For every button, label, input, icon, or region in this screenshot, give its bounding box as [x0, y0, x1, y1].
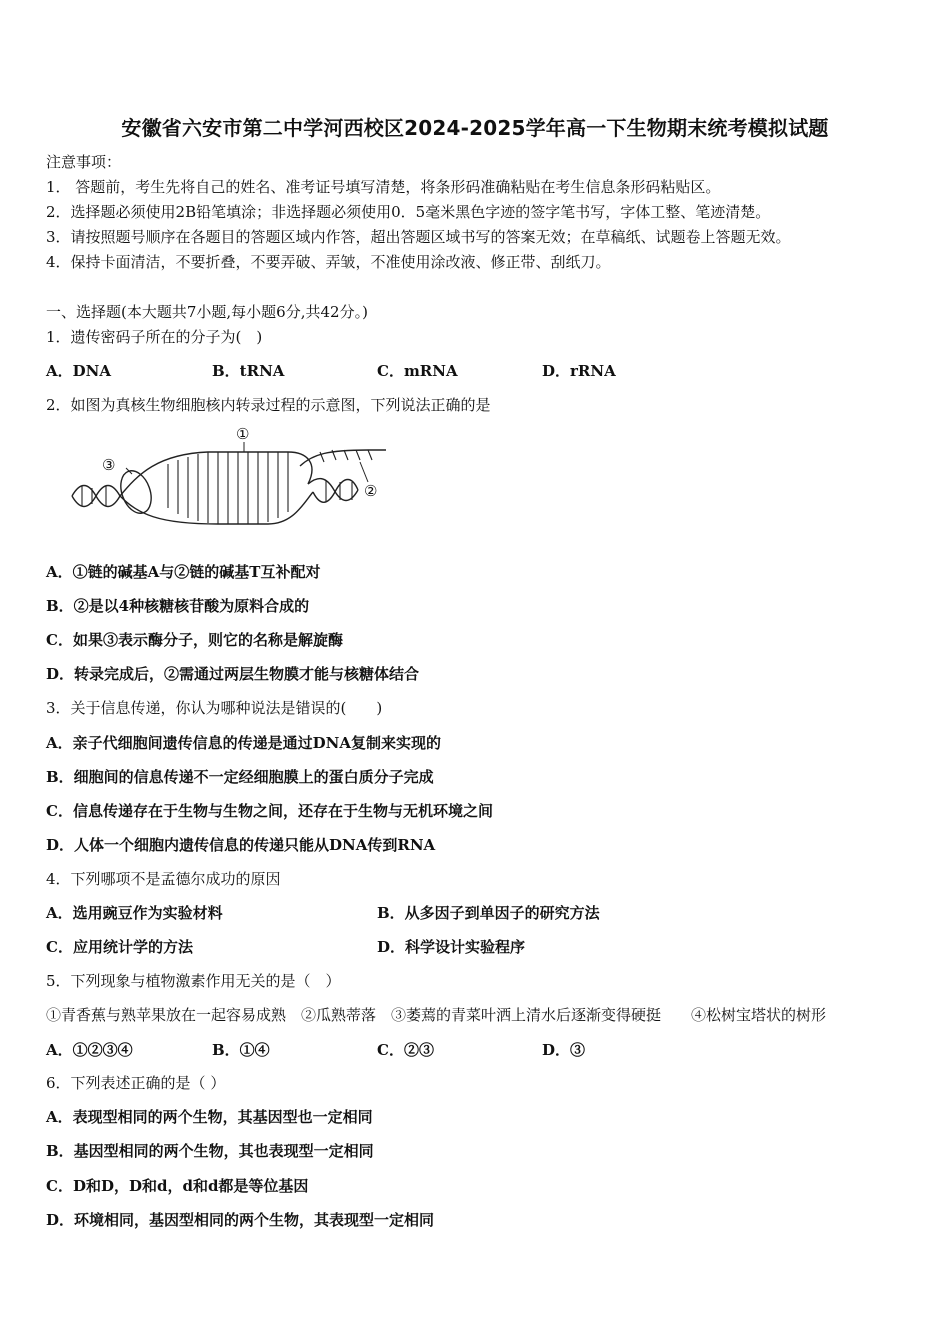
q3-option-b: B．细胞间的信息传递不一定经细胞膜上的蛋白质分子完成 [46, 768, 434, 786]
notice-item-4: 4．保持卡面清洁，不要折叠，不要弄破、弄皱，不准使用涂改液、修正带、刮纸刀。 [46, 253, 611, 271]
q1-option-c: C．mRNA [377, 362, 458, 380]
notice-item-3: 3．请按照题号顺序在各题目的答题区域内作答，超出答题区域书写的答案无效；在草稿纸、试题卷上答题无效。 [46, 228, 791, 246]
section-heading: 一、选择题(本大题共7小题,每小题6分,共42分。) [46, 303, 368, 321]
question-2-stem: 2．如图为真核生物细胞核内转录过程的示意图，下列说法正确的是 [46, 396, 491, 414]
q3-option-a: A．亲子代细胞间遗传信息的传递是通过DNA复制来实现的 [46, 734, 441, 752]
notice-item-2: 2．选择题必须使用2B铅笔填涂；非选择题必须使用0．5毫米黑色字迹的签字笔书写，字体工整、笔迹清楚。 [46, 203, 771, 221]
q1-option-d: D．rRNA [542, 362, 616, 380]
label-2: ② [364, 482, 378, 500]
rna-strand [300, 450, 386, 466]
enzyme-shape [115, 467, 156, 518]
q4-option-a: A．选用豌豆作为实验材料 [46, 904, 223, 922]
q1-option-b: B．tRNA [212, 362, 285, 380]
q6-option-b: B．基因型相同的两个生物，其也表现型一定相同 [46, 1142, 374, 1160]
page-title: 安徽省六安市第二中学河西校区2024-2025学年高一下生物期末统考模拟试题 [121, 116, 829, 140]
dna-template-strand [120, 452, 312, 496]
transcription-diagram [68, 424, 388, 536]
dna-strand-left-b [72, 486, 120, 507]
q5-option-d: D．③ [542, 1041, 586, 1059]
question-1-stem: 1．遗传密码子所在的分子为( ) [46, 328, 263, 346]
q2-option-b: B．②是以4种核糖核苷酸为原料合成的 [46, 597, 310, 615]
q5-option-b: B．①④ [212, 1041, 270, 1059]
q2-option-d: D．转录完成后，②需通过两层生物膜才能与核糖体结合 [46, 665, 420, 683]
q1-option-a: A．DNA [46, 362, 111, 380]
question-4-stem: 4．下列哪项不是孟德尔成功的原因 [46, 870, 281, 888]
label-1: ① [236, 425, 250, 443]
q3-option-c: C．信息传递存在于生物与生物之间，还存在于生物与无机环境之间 [46, 802, 493, 820]
notice-item-1: 1． 答题前，考生先将自己的姓名、准考证号填写清楚，将条形码准确粘贴在考生信息条形码粘贴区。 [46, 178, 721, 196]
q2-option-a: A．①链的碱基A与②链的碱基T互补配对 [46, 563, 321, 581]
q2-option-c: C．如果③表示酶分子，则它的名称是解旋酶 [46, 631, 343, 649]
question-5-items: ①青香蕉与熟苹果放在一起容易成熟 ②瓜熟蒂落 ③萎蔫的青菜叶洒上清水后逐渐变得硬挺 ④松树宝塔状的树形 [46, 1006, 827, 1024]
q6-option-c: C．D和D，D和d，d和d都是等位基因 [46, 1177, 309, 1195]
q5-option-c: C．②③ [377, 1041, 434, 1059]
q6-option-a: A．表现型相同的两个生物，其基因型也一定相同 [46, 1108, 373, 1126]
q3-option-d: D．人体一个细胞内遗传信息的传递只能从DNA传到RNA [46, 836, 436, 854]
q4-option-d: D．科学设计实验程序 [377, 938, 526, 956]
label-3: ③ [102, 456, 116, 474]
q4-option-c: C．应用统计学的方法 [46, 938, 193, 956]
q4-option-b: B．从多因子到单因子的研究方法 [377, 904, 600, 922]
question-5-stem: 5．下列现象与植物激素作用无关的是（ ） [46, 972, 341, 990]
q6-option-d: D．环境相同，基因型相同的两个生物，其表现型一定相同 [46, 1211, 435, 1229]
question-3-stem: 3．关于信息传递，你认为哪种说法是错误的( ) [46, 699, 383, 717]
notice-heading: 注意事项： [46, 153, 122, 171]
q5-option-a: A．①②③④ [46, 1041, 133, 1059]
question-6-stem: 6．下列表述正确的是（ ） [46, 1074, 226, 1092]
